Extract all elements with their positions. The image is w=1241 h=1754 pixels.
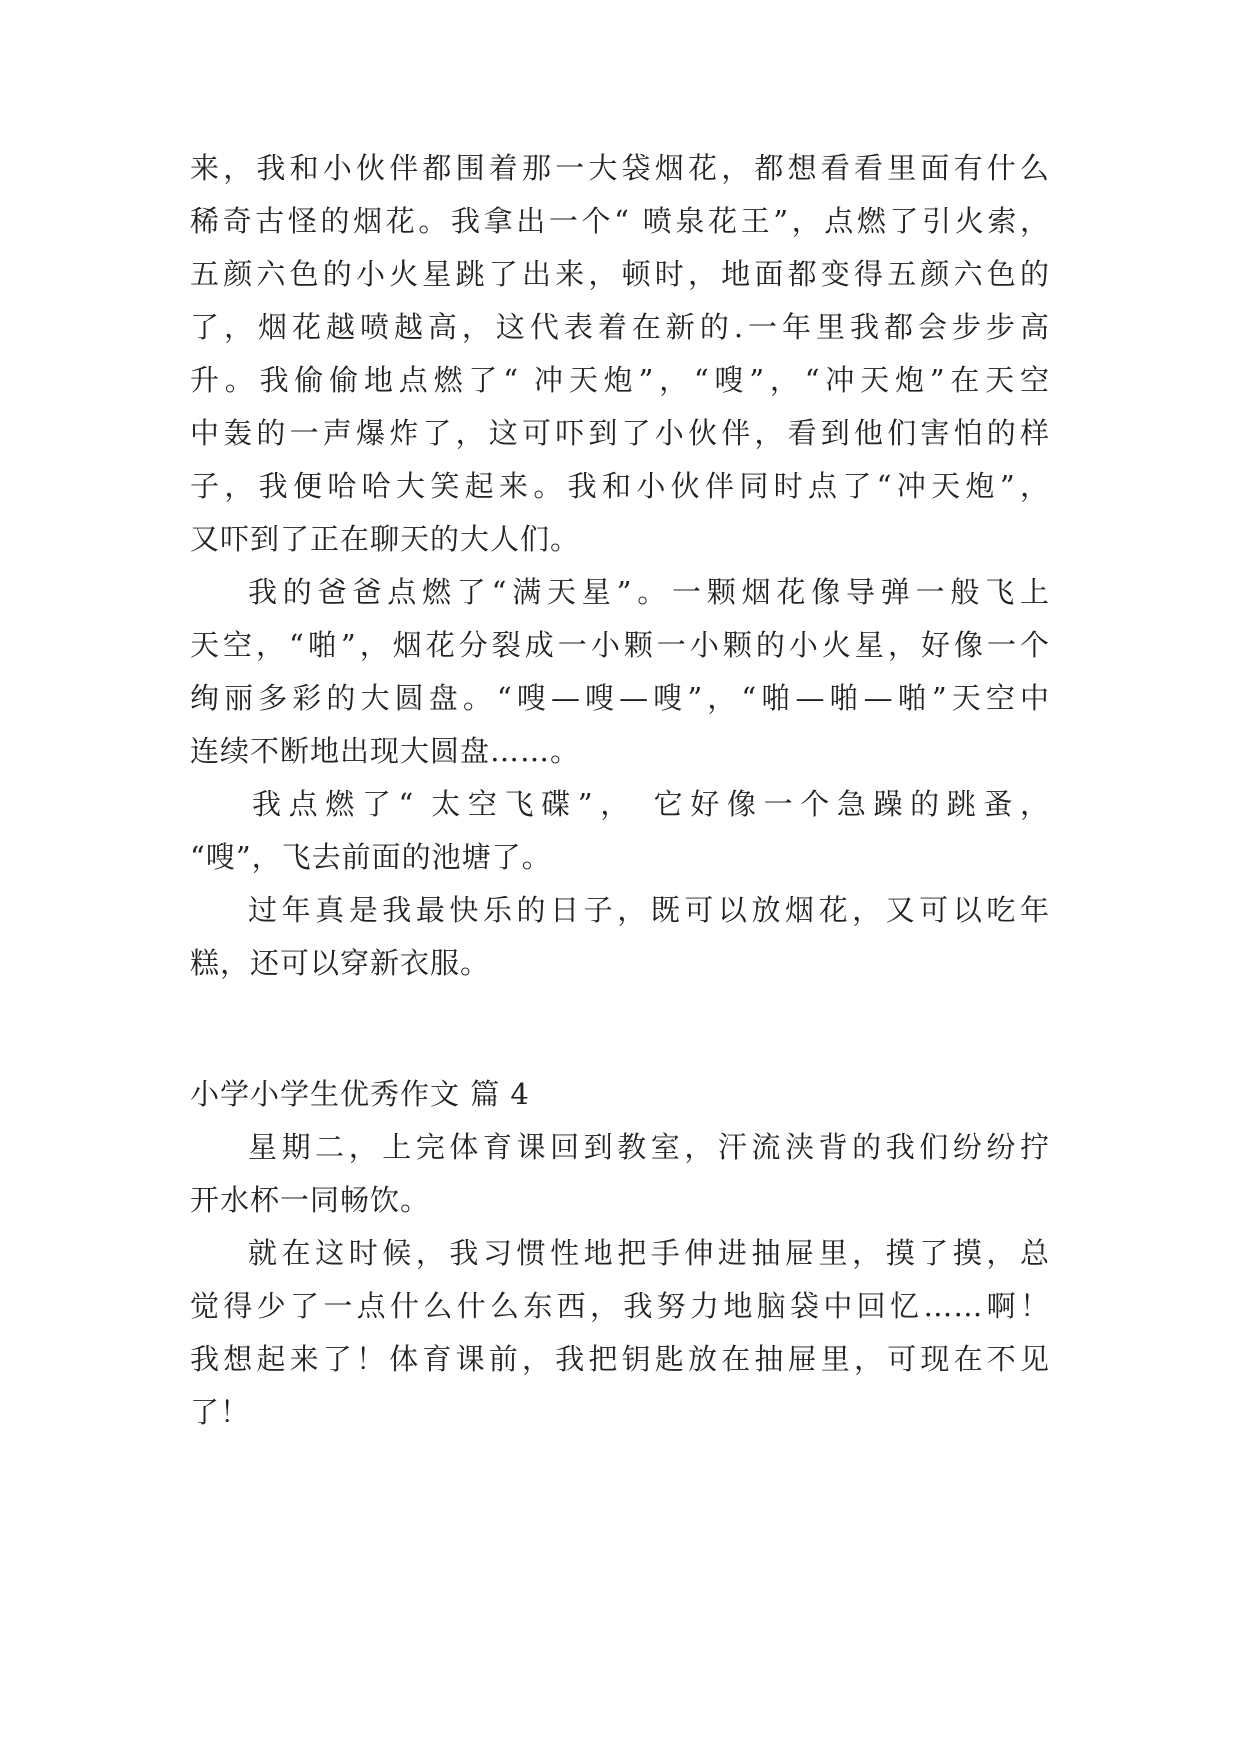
- text-line: 稀奇古怪的烟花。我拿出一个“ 喷泉花王”，点燃了引火索，: [190, 204, 1050, 238]
- text-line: 五颜六色的小火星跳了出来，顿时，地面都变得五颜六色的: [190, 257, 1050, 291]
- text-line: 我的爸爸点燃了“满天星”。一颗烟花像导弹一般飞上: [248, 575, 1050, 609]
- text-line: 开水杯一同畅饮。: [190, 1183, 431, 1217]
- text-line: 了，烟花越喷越高，这代表着在新的.一年里我都会步步高: [190, 310, 1050, 344]
- text-line: 连续不断地出现大圆盘……。: [190, 734, 581, 768]
- section-heading: 小学小学生优秀作文 篇 4: [190, 1077, 530, 1111]
- text-line: 中轰的一声爆炸了，这可吓到了小伙伴，看到他们害怕的样: [190, 416, 1050, 450]
- text-line: 我想起来了！体育课前，我把钥匙放在抽屉里，可现在不见: [190, 1342, 1050, 1376]
- text-line: 了！: [190, 1395, 251, 1429]
- text-line: 绚丽多彩的大圆盘。“嗖—嗖—嗖”，“啪—啪—啪”天空中: [190, 681, 1050, 715]
- text-line: 升。我偷偷地点燃了“ 冲天炮”，“嗖”，“冲天炮”在天空: [190, 363, 1050, 397]
- text-line: 过年真是我最快乐的日子，既可以放烟花，又可以吃年: [248, 893, 1050, 927]
- text-line: “嗖”，飞去前面的池塘了。: [190, 840, 552, 874]
- text-line: 又吓到了正在聊天的大人们。: [190, 522, 581, 556]
- text-line: 觉得少了一点什么什么东西，我努力地脑袋中回忆……啊！: [190, 1289, 1050, 1323]
- text-line: 子，我便哈哈大笑起来。我和小伙伴同时点了“冲天炮”，: [190, 469, 1050, 503]
- text-line: 来，我和小伙伴都围着那一大袋烟花，都想看看里面有什么: [190, 151, 1050, 185]
- text-line: 我点燃了“ 太空飞碟”， 它好像一个急躁的跳蚤，: [252, 787, 1050, 821]
- text-line: 糕，还可以穿新衣服。: [190, 946, 491, 980]
- text-line: 就在这时候，我习惯性地把手伸进抽屉里，摸了摸，总: [248, 1236, 1050, 1270]
- text-line: 天空，“啪”，烟花分裂成一小颗一小颗的小火星，好像一个: [190, 628, 1050, 662]
- text-line: 星期二，上完体育课回到教室，汗流浃背的我们纷纷拧: [248, 1130, 1050, 1164]
